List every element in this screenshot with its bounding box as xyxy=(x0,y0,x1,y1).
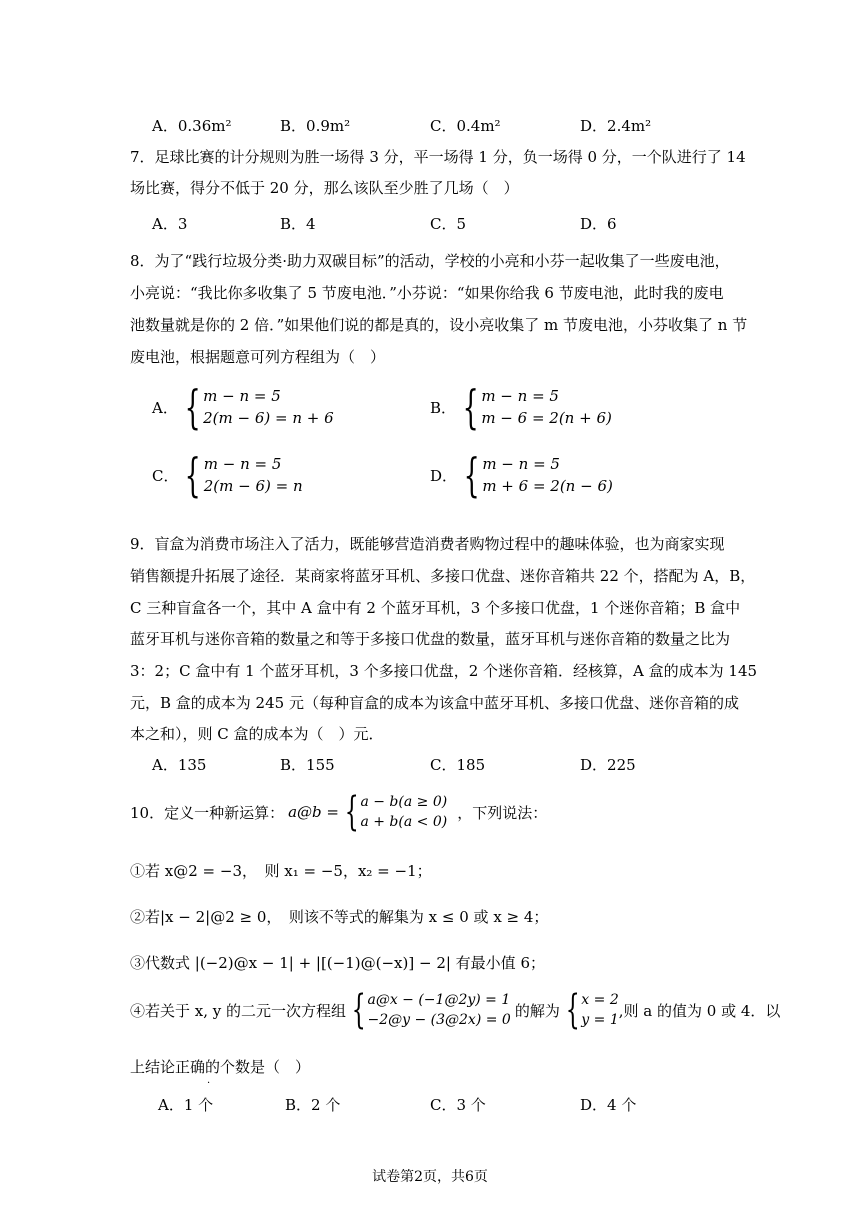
q9-line6: 元，B 盒的成本为 245 元（每种盲盒的成本为该盒中蓝牙耳机、多接口优盘、迷你音箱的成 xyxy=(130,694,739,712)
q10-intro: 10．定义一种新运算： xyxy=(130,803,285,822)
equation: a − b(a ≥ 0) xyxy=(360,794,448,810)
q10-option-a: A．1 个 xyxy=(158,1096,214,1114)
q9-line2: 销售额提升拓展了途径．某商家将蓝牙耳机、多接口优盘、迷你音箱共 22 个，搭配为 A，B， xyxy=(130,567,756,585)
q10-last-line: 上结论正确的个数是（ ） xyxy=(130,1058,311,1076)
equation: m − n = 5 xyxy=(203,455,282,473)
q9-line3: C 三种盲盒各一个，其中 A 盒中有 2 个蓝牙耳机，3 个多接口优盘，1 个迷你音箱；B 盒中 xyxy=(130,599,741,617)
s4-mid: 的解为 xyxy=(514,1001,560,1020)
q9-option-d: D．225 xyxy=(580,756,636,774)
q8-line3: 池数量就是你的 2 倍．”如果他们说的都是真的，设小亮收集了 m 节废电池，小芬收集了 n 节 xyxy=(130,316,748,334)
q8-line2: 小亮说：“我比你多收集了 5 节废电池．”小芬说：“如果你给我 6 节废电池，此时我的废电 xyxy=(130,284,724,302)
emphasis-dot: · xyxy=(207,1078,211,1089)
q9-option-a: A．135 xyxy=(152,756,207,774)
brace: { xyxy=(351,987,366,1033)
brace: { xyxy=(184,380,201,434)
equation: m + 6 = 2(n − 6) xyxy=(482,477,613,495)
q8-option-d xyxy=(430,448,613,502)
equation: m − n = 5 xyxy=(481,387,559,405)
q10-statement-1: ①若 x@2 = −3， 则 x₁ = −5，x₂ = −1； xyxy=(130,862,432,880)
page-footer: 试卷第2页，共6页 xyxy=(372,1169,488,1185)
q8-option-c xyxy=(152,448,303,502)
q10-definition xyxy=(130,789,548,835)
q9-line7: 本之和），则 C 盒的成本为（ ）元． xyxy=(130,725,384,743)
q10-option-b: B．2 个 xyxy=(285,1096,341,1114)
q9-line5: 3：2；C 盒中有 1 个蓝牙耳机，3 个多接口优盘，2 个迷你音箱．经核算，A 盒的成本为 145 xyxy=(130,662,758,680)
brace: { xyxy=(344,789,359,835)
solution: y = 1 xyxy=(581,1012,619,1028)
q6-option-b: B．0.9m² xyxy=(280,117,351,135)
q9-line4: 蓝牙耳机与迷你音箱的数量之和等于多接口优盘的数量，蓝牙耳机与迷你音箱的数量之比为 xyxy=(130,630,731,648)
q7-option-b: B．4 xyxy=(280,215,316,233)
brace: { xyxy=(462,380,479,434)
q10-statement-2: ②若|x − 2|@2 ≥ 0， 则该不等式的解集为 x ≤ 0 或 x ≥ 4； xyxy=(130,908,549,926)
q8-option-a xyxy=(152,380,334,434)
q7-option-d: D．6 xyxy=(580,215,617,233)
equation: a@x − (−1@2y) = 1 xyxy=(367,992,511,1008)
s4-pre: ④若关于 x, y 的二元一次方程组 xyxy=(130,1001,347,1020)
brace: { xyxy=(185,448,202,502)
option-label: A． xyxy=(152,398,178,417)
option-label: B． xyxy=(430,398,457,417)
q10-intro-tail: ，下列说法： xyxy=(457,803,548,822)
q6-option-c: C．0.4m² xyxy=(430,117,501,135)
q8-line4: 废电池，根据题意可列方程组为（ ） xyxy=(130,348,386,366)
q7-option-c: C．5 xyxy=(430,215,467,233)
q8-option-b xyxy=(430,380,612,434)
equation: m − n = 5 xyxy=(203,387,281,405)
q6-option-a: A．0.36m² xyxy=(152,117,232,135)
q9-option-b: B．155 xyxy=(280,756,335,774)
q9-option-c: C．185 xyxy=(430,756,486,774)
q10-option-c: C．3 个 xyxy=(430,1096,486,1114)
option-label: D． xyxy=(430,466,458,485)
equation: 2(m − 6) = n xyxy=(203,477,303,495)
q10-statement-4 xyxy=(130,987,781,1033)
q10-statement-3: ③代数式 |(−2)@x − 1| + |[(−1)@(−x)] − 2| 有最小值 6； xyxy=(130,954,545,972)
def-lhs: a@b = xyxy=(288,803,339,821)
brace: { xyxy=(463,448,480,502)
equation: a + b(a < 0) xyxy=(360,814,448,830)
q7-option-a: A．3 xyxy=(152,215,188,233)
q6-option-d: D．2.4m² xyxy=(580,117,652,135)
q9-line1: 9．盲盒为消费市场注入了活力，既能够营造消费者购物过程中的趣味体验，也为商家实现 xyxy=(130,535,725,553)
q8-line1: 8．为了“践行垃圾分类·助力双碳目标”的活动，学校的小亮和小芬一起收集了一些废电池， xyxy=(130,252,730,270)
q7-line2: 场比赛，得分不低于 20 分，那么该队至少胜了几场（ ） xyxy=(130,179,519,197)
q10-option-d: D．4 个 xyxy=(580,1096,637,1114)
solution: x = 2 xyxy=(581,992,619,1008)
brace: { xyxy=(565,987,580,1033)
q7-line1: 7．足球比赛的计分规则为胜一场得 3 分，平一场得 1 分，负一场得 0 分，一个队进行了 14 xyxy=(130,148,746,166)
equation: 2(m − 6) = n + 6 xyxy=(203,409,334,427)
equation: m − n = 5 xyxy=(482,455,560,473)
equation: −2@y − (3@2x) = 0 xyxy=(367,1012,511,1028)
s4-post: ,则 a 的值为 0 或 4．以 xyxy=(618,1001,781,1020)
equation: m − 6 = 2(n + 6) xyxy=(481,409,612,427)
option-label: C． xyxy=(152,466,179,485)
